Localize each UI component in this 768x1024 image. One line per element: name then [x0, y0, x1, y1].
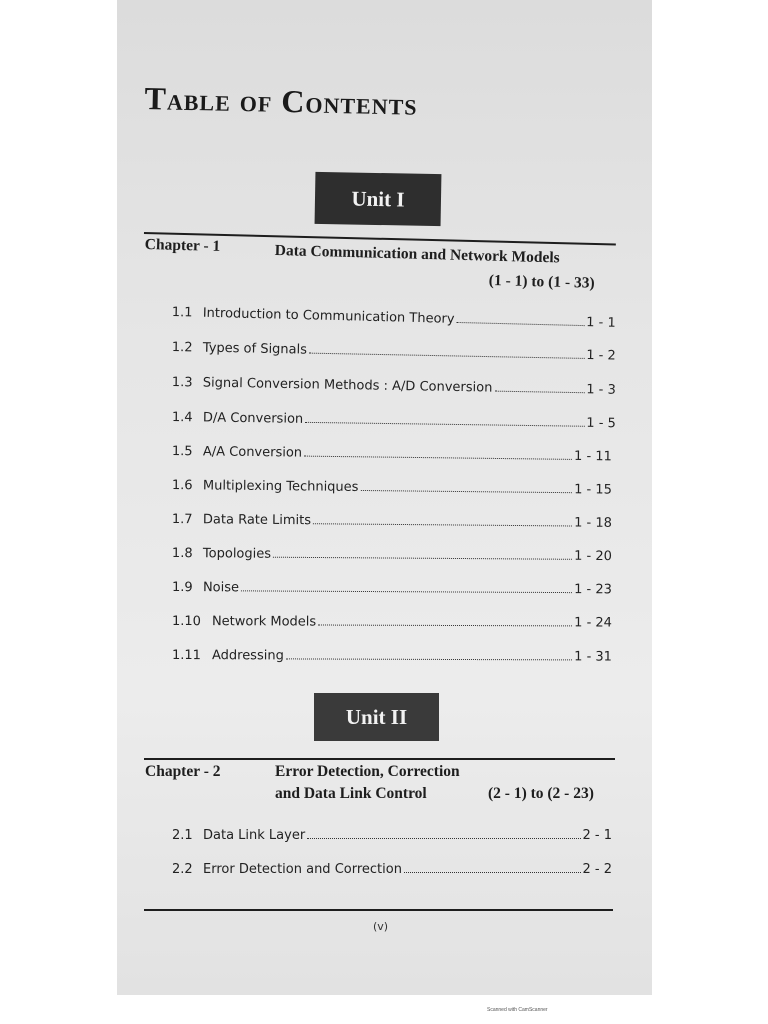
entry-text: Types of Signals: [202, 340, 308, 358]
page-title: Table of Contents: [144, 80, 419, 122]
chapter-2-label: Chapter - 2: [145, 763, 221, 780]
entry-text: Addressing: [211, 648, 284, 664]
entry-text: Signal Conversion Methods : A/D Conversion: [202, 375, 493, 396]
entry-page: 2 - 2: [582, 862, 612, 877]
scanned-page: [117, 0, 652, 995]
entry-text: Topologies: [202, 546, 272, 562]
leader-dots: [273, 557, 572, 560]
unit-2-banner: Unit II: [314, 693, 439, 741]
entry-number: 2.2: [172, 862, 193, 877]
entry-page: 1 - 31: [574, 649, 612, 665]
leader-dots: [313, 523, 572, 526]
entry-number: 1.8: [171, 546, 193, 562]
leader-dots: [241, 590, 572, 593]
unit-1-banner: Unit I: [315, 172, 442, 226]
entry-page: 1 - 3: [586, 382, 616, 398]
entry-page: 1 - 15: [574, 482, 612, 498]
entry-page: 1 - 1: [586, 315, 616, 331]
footer-rule: [144, 909, 613, 911]
entry-page: 1 - 24: [574, 615, 612, 631]
toc-entry-1-5: [172, 444, 612, 464]
entry-page: 2 - 1: [582, 828, 612, 843]
entry-number: 2.1: [172, 828, 193, 843]
toc-entry-1-10: [172, 614, 612, 631]
chapter-2-title-line1: Error Detection, Correction: [275, 763, 460, 780]
entry-number: 1.3: [171, 375, 193, 391]
entry-page: 1 - 11: [574, 448, 612, 465]
entry-number: 1.7: [171, 512, 193, 528]
toc-entry-1-4: [172, 410, 616, 431]
entry-page: 1 - 20: [574, 548, 612, 565]
entry-text: Multiplexing Techniques: [202, 478, 359, 495]
page-number: (v): [373, 920, 389, 933]
toc-entry-1-8: [172, 546, 612, 564]
leader-dots: [456, 322, 584, 326]
toc-entry-2-1: [172, 828, 612, 843]
chapter-1-label: Chapter - 1: [144, 236, 221, 255]
leader-dots: [494, 391, 584, 394]
toc-entry-1-2: [172, 340, 616, 364]
leader-dots: [404, 872, 581, 873]
chapter-2-range: (2 - 1) to (2 - 23): [488, 785, 594, 802]
entry-page: 1 - 5: [586, 415, 616, 432]
entry-text: A/A Conversion: [202, 444, 303, 461]
toc-entry-1-7: [172, 512, 612, 531]
entry-number: 1.11: [171, 648, 201, 664]
entry-number: 1.9: [171, 580, 193, 596]
toc-entry-1-1: [172, 305, 616, 331]
entry-number: 1.2: [171, 340, 193, 356]
entry-page: 1 - 18: [574, 515, 612, 531]
leader-dots: [305, 422, 584, 427]
leader-dots: [360, 490, 572, 493]
entry-text: Error Detection and Correction: [203, 862, 402, 877]
toc-entry-1-9: [172, 580, 612, 597]
toc-entry-2-2: [172, 862, 612, 877]
entry-text: Data Link Layer: [203, 828, 306, 843]
chapter-2-title-line2: and Data Link Control: [275, 785, 427, 802]
leader-dots: [309, 353, 584, 359]
toc-entry-1-11: [172, 648, 612, 665]
entry-page: 1 - 2: [586, 347, 616, 364]
toc-entry-1-3: [172, 375, 616, 398]
entry-text: Noise: [202, 580, 240, 596]
entry-text: D/A Conversion: [202, 410, 304, 427]
chapter-2-rule: [144, 758, 615, 760]
entry-number: 1.5: [171, 444, 193, 460]
scanner-watermark: Scanned with CamScanner: [487, 1007, 548, 1013]
toc-entry-1-6: [172, 478, 612, 498]
entry-number: 1.6: [171, 478, 193, 494]
chapter-1-range: (1 - 1) to (1 - 33): [488, 272, 595, 292]
leader-dots: [307, 838, 580, 839]
entry-number: 1.4: [171, 410, 193, 426]
entry-number: 1.10: [171, 614, 201, 630]
entry-text: Data Rate Limits: [202, 512, 312, 529]
entry-text: Introduction to Communication Theory: [202, 305, 455, 327]
entry-number: 1.1: [171, 305, 193, 321]
leader-dots: [286, 658, 572, 660]
entry-page: 1 - 23: [574, 582, 612, 598]
leader-dots: [318, 625, 572, 627]
entry-text: Network Models: [211, 614, 317, 630]
leader-dots: [304, 456, 572, 460]
chapter-1-title: Data Communication and Network Models: [274, 242, 560, 267]
